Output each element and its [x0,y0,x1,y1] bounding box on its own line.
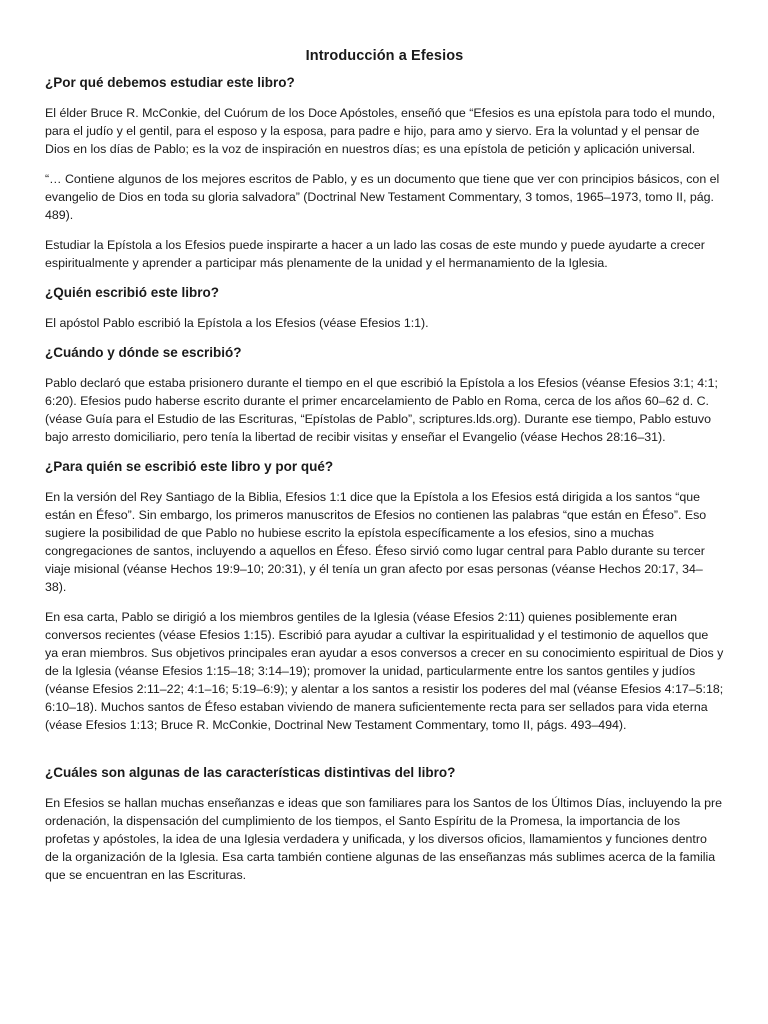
paragraph: “… Contiene algunos de los mejores escritos de Pablo, y es un documento que tiene que ver con principios básicos, con el evangelio de Dios en toda su gloria salvadora” (Doctrinal New Testament Commentary, 3 tomos, 1965–1973, tomo II, pág. 489). [45,172,720,222]
paragraph: En la versión del Rey Santiago de la Biblia, Efesios 1:1 dice que la Epístola a los Efesios está dirigida a los santos “que están en Éfeso”. Sin embargo, los primeros manuscritos de Efesios no contienen las palabras “que están en Éfeso”. Eso sugiere la posibilidad de que Pablo no hubiese escrito la epístola específicamente a los efesios, sino a muchas congregaciones de santos, incluyendo a aquellos en Éfeso. Éfeso sirvió como lugar central para Pablo durante su tercer viaje misional (véanse Hechos 19:9–10; 20:31), y él tenía un gran afecto por esas personas (véanse Hechos 20:17, 34–38). [45,490,707,594]
section-who-wrote [45,284,724,332]
document-title: Introducción a Efesios [305,48,464,64]
paragraph: Pablo declaró que estaba prisionero durante el tiempo en el que escribió la Epístola a los Efesios (véanse Efesios 3:1; 4:1; 6:20). Efesios pudo haberse escrito durante el primer encarcelamiento de Pablo en Roma, cerca de los años 60–62 d. C. (véase Guía para el Estudio de las Escrituras, “Epístolas de Pablo”, scriptures.lds.org). Durante ese tiempo, Pablo estuvo bajo arresto domiciliario, pero tenía la libertad de recibir visitas y enseñar el Evangelio (véase Hechos 28:16–31). [45,376,718,444]
section-heading: ¿Cuáles son algunas de las características distintivas del libro? [45,765,456,780]
paragraph: El élder Bruce R. McConkie, del Cuórum de los Doce Apóstoles, enseñó que “Efesios es una epístola para todo el mundo, para el judío y el gentil, para el esposo y la esposa, para padre e hijo, para amo y siervo. Era la voluntad y el pensar de Dios en los días de Pablo; es la voz de inspiración en nuestros días; es una epístola de petición y aplicación universal. [45,106,716,156]
paragraph: En Efesios se hallan muchas enseñanzas e ideas que son familiares para los Santos de los Últimos Días, incluyendo la pre ordenación, la dispensación del cumplimiento de los tiempos, el Santo Espíritu de la Promesa, la importancia de los profetas y apóstoles, la idea de una Iglesia verdadera y unificada, y los diversos oficios, llamamientos y funciones dentro de la organización de la Iglesia. Esa carta también contiene algunas de las enseñanzas más sublimes acerca de la familia que se encuentran en las Escrituras. [45,796,723,882]
section-distinctive-features [45,764,724,884]
section-heading: ¿Cuándo y dónde se escribió? [45,345,242,360]
section-when-where [45,344,724,446]
section-heading: ¿Por qué debemos estudiar este libro? [45,75,295,90]
paragraph: En esa carta, Pablo se dirigió a los miembros gentiles de la Iglesia (véase Efesios 2:11) quienes posiblemente eran conversos recientes (véase Efesios 1:15). Escribió para ayudar a cultivar la espiritualidad y el testimonio de aquellos que ya eran miembros. Sus objetivos principales eran ayudar a esos conversos a crecer en su conocimiento espiritual de Dios y de la Iglesia (véanse Efesios 1:15–18; 3:14–19); promover la unidad, particularmente entre los santos gentiles y judíos (véanse Efesios 2:11–22; 4:1–16; 5:19–6:9); y alentar a los santos a resistir los poderes del mal (véanse Efesios 4:17–5:18; 6:10–18). Muchos santos de Éfeso estaban viviendo de manera suficientemente recta para ser sellados para vida eterna (véase Efesios 1:13; Bruce R. McConkie, Doctrinal New Testament Commentary, tomo II, págs. 493–494). [45,610,724,732]
section-why-study [45,74,724,272]
section-heading: ¿Para quién se escribió este libro y por qué? [45,459,334,474]
section-heading: ¿Quién escribió este libro? [45,285,220,300]
section-for-whom [45,458,724,734]
paragraph: El apóstol Pablo escribió la Epístola a los Efesios (véase Efesios 1:1). [45,316,429,330]
paragraph: Estudiar la Epístola a los Efesios puede inspirarte a hacer a un lado las cosas de este mundo y puede ayudarte a crecer espiritualmente y aprender a participar más plenamente de la unidad y el hermanamiento de la Iglesia. [45,238,705,270]
